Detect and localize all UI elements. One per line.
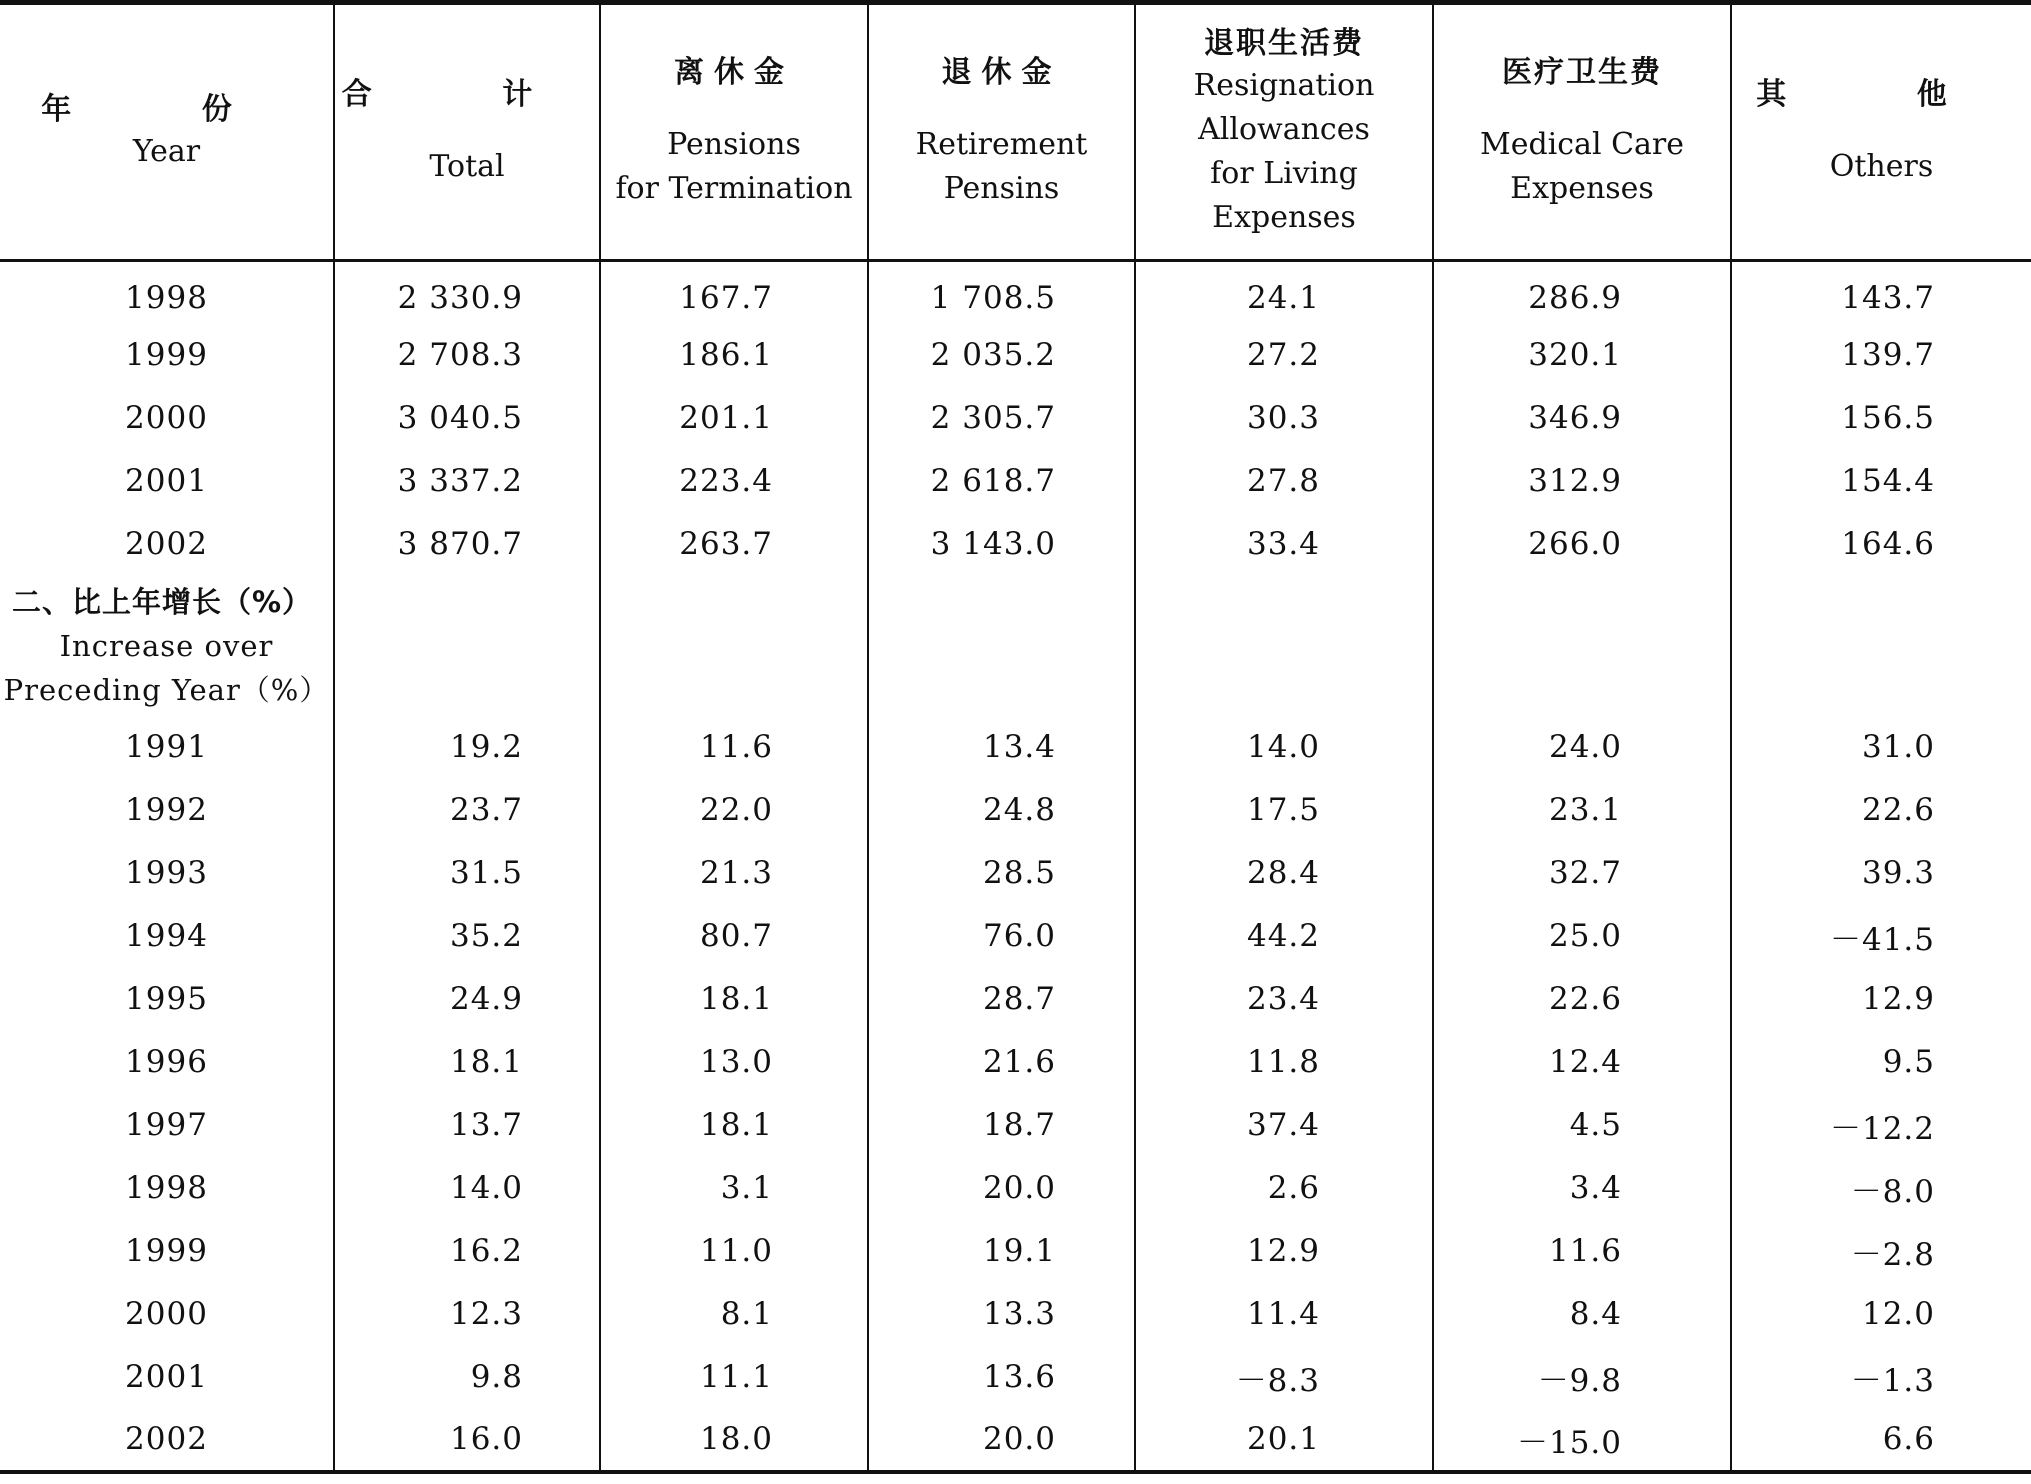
table-row	[0, 1031, 2031, 1094]
cell-resignation: 30.3	[1135, 387, 1433, 450]
cell-medical: 8.4	[1433, 1283, 1731, 1346]
col-header-retirement-zh: 退休金	[941, 55, 1062, 90]
cell-retirement: 2 305.7	[868, 387, 1135, 450]
cell-others: 139.7	[1731, 324, 2031, 387]
table-row	[0, 1220, 2031, 1283]
table-row	[0, 387, 2031, 450]
cell-medical: 266.0	[1433, 513, 1731, 576]
cell-others: 12.9	[1731, 968, 2031, 1031]
cell-others: 143.7	[1731, 261, 2031, 324]
cell-year: 2000	[125, 1296, 208, 1332]
cell-total: 3 870.7	[334, 513, 600, 576]
col-header-resignation-en2: Allowances	[1198, 112, 1370, 147]
col-header-total-en: Total	[429, 149, 505, 184]
cell-resignation: 11.4	[1135, 1283, 1433, 1346]
cell-pensions: 80.7	[600, 905, 868, 968]
cell-others: 154.4	[1731, 450, 2031, 513]
cell-resignation: 12.9	[1135, 1220, 1433, 1283]
col-header-medical-zh: 医疗卫生费	[1502, 55, 1662, 90]
cell-retirement: 19.1	[868, 1220, 1135, 1283]
cell-medical: 23.1	[1433, 779, 1731, 842]
cell-others: 9.5	[1731, 1031, 2031, 1094]
cell-retirement: 2 618.7	[868, 450, 1135, 513]
cell-pensions: 201.1	[600, 387, 868, 450]
cell-medical: 11.6	[1433, 1220, 1731, 1283]
cell-resignation: 23.4	[1135, 968, 1433, 1031]
cell-resignation: 14.0	[1135, 716, 1433, 779]
cell-year: 1993	[125, 855, 208, 891]
cell-year: 2001	[125, 1359, 208, 1395]
cell-retirement: 3 143.0	[868, 513, 1135, 576]
table-row	[0, 905, 2031, 968]
cell-pensions: 3.1	[600, 1157, 868, 1220]
col-header-pensions-en2: for Termination	[615, 171, 853, 206]
col-header-pensions	[600, 3, 868, 261]
cell-year: 1997	[125, 1107, 208, 1143]
cell-total: 19.2	[334, 716, 600, 779]
cell-medical: 286.9	[1433, 261, 1731, 324]
col-header-medical-en2: Expenses	[1510, 171, 1654, 206]
table-row	[0, 842, 2031, 905]
col-header-resignation-en: Resignation	[1193, 68, 1375, 103]
col-header-others-zh: 其 他	[1756, 77, 2007, 112]
cell-pensions: 18.0	[600, 1409, 868, 1472]
table-row	[0, 779, 2031, 842]
col-header-year-en: Year	[132, 134, 201, 169]
cell-others: －8.0	[1731, 1157, 2031, 1220]
cell-pensions: 11.1	[600, 1346, 868, 1409]
section-empty-cell	[1135, 576, 1433, 716]
cell-others: －1.3	[1731, 1346, 2031, 1409]
col-header-medical	[1433, 3, 1731, 261]
cell-resignation: 28.4	[1135, 842, 1433, 905]
cell-pensions: 11.0	[600, 1220, 868, 1283]
table-row	[0, 1283, 2031, 1346]
cell-resignation: 33.4	[1135, 513, 1433, 576]
cell-pensions: 167.7	[600, 261, 868, 324]
cell-resignation: 37.4	[1135, 1094, 1433, 1157]
cell-year: 1999	[125, 337, 208, 373]
table-row	[0, 261, 2031, 324]
table-header-row	[0, 3, 2031, 261]
cell-total: 24.9	[334, 968, 600, 1031]
table-row	[0, 1409, 2031, 1472]
cell-retirement: 28.5	[868, 842, 1135, 905]
cell-total: 16.2	[334, 1220, 600, 1283]
section-label-en-line1: Increase over	[59, 628, 274, 663]
cell-others: 22.6	[1731, 779, 2031, 842]
cell-year: 2000	[125, 400, 208, 436]
cell-resignation: 24.1	[1135, 261, 1433, 324]
col-header-resignation-zh: 退职生活费	[1204, 26, 1364, 61]
col-header-pensions-zh: 离休金	[674, 55, 794, 90]
col-header-resignation-en4: Expenses	[1212, 200, 1356, 235]
cell-year: 1992	[125, 792, 208, 828]
col-header-year	[0, 3, 334, 261]
cell-year: 1999	[125, 1233, 208, 1269]
section-empty-cell	[600, 576, 868, 716]
cell-medical: －15.0	[1433, 1409, 1731, 1472]
cell-medical: 22.6	[1433, 968, 1731, 1031]
col-header-medical-en: Medical Care	[1479, 127, 1685, 162]
cell-medical: 320.1	[1433, 324, 1731, 387]
cell-pensions: 8.1	[600, 1283, 868, 1346]
cell-pensions: 223.4	[600, 450, 868, 513]
cell-pensions: 21.3	[600, 842, 868, 905]
cell-year: 2001	[125, 463, 208, 499]
cell-resignation: －8.3	[1135, 1346, 1433, 1409]
cell-resignation: 27.8	[1135, 450, 1433, 513]
col-header-retirement	[868, 3, 1135, 261]
cell-pensions: 263.7	[600, 513, 868, 576]
cell-others: 39.3	[1731, 842, 2031, 905]
cell-others: 6.6	[1731, 1409, 2031, 1472]
col-header-pensions-en: Pensions	[667, 127, 801, 162]
cell-total: 3 337.2	[334, 450, 600, 513]
cell-retirement: 24.8	[868, 779, 1135, 842]
section-label-zh: 二、比上年增长（%）	[12, 584, 313, 619]
cell-retirement: 20.0	[868, 1409, 1135, 1472]
section-header-row	[0, 576, 2031, 716]
cell-others: －2.8	[1731, 1220, 2031, 1283]
cell-medical: 4.5	[1433, 1094, 1731, 1157]
col-header-retirement-en2: Pensins	[943, 171, 1060, 206]
cell-pensions: 22.0	[600, 779, 868, 842]
section-empty-cell	[868, 576, 1135, 716]
cell-total: 3 040.5	[334, 387, 600, 450]
cell-total: 12.3	[334, 1283, 600, 1346]
cell-retirement: 18.7	[868, 1094, 1135, 1157]
cell-resignation: 44.2	[1135, 905, 1433, 968]
cell-others: －41.5	[1731, 905, 2031, 968]
cell-total: 9.8	[334, 1346, 600, 1409]
cell-others: 31.0	[1731, 716, 2031, 779]
cell-retirement: 13.3	[868, 1283, 1135, 1346]
table-row	[0, 324, 2031, 387]
cell-medical: 24.0	[1433, 716, 1731, 779]
cell-year: 1991	[125, 729, 208, 765]
table-row	[0, 513, 2031, 576]
cell-pensions: 11.6	[600, 716, 868, 779]
section-label-en-line2: Preceding Year（%）	[3, 672, 330, 707]
cell-year: 1994	[125, 918, 208, 954]
cell-year: 1998	[125, 279, 208, 316]
cell-total: 35.2	[334, 905, 600, 968]
table-row	[0, 1157, 2031, 1220]
cell-retirement: 1 708.5	[868, 261, 1135, 324]
col-header-others-en: Others	[1829, 149, 1934, 184]
cell-resignation: 17.5	[1135, 779, 1433, 842]
cell-retirement: 2 035.2	[868, 324, 1135, 387]
cell-others: －12.2	[1731, 1094, 2031, 1157]
col-header-retirement-en: Retirement	[915, 127, 1088, 162]
cell-year: 1996	[125, 1044, 208, 1080]
cell-medical: 12.4	[1433, 1031, 1731, 1094]
table-row	[0, 716, 2031, 779]
cell-medical: 312.9	[1433, 450, 1731, 513]
cell-medical: 25.0	[1433, 905, 1731, 968]
cell-total: 13.7	[334, 1094, 600, 1157]
col-header-others	[1731, 3, 2031, 261]
cell-retirement: 76.0	[868, 905, 1135, 968]
cell-medical: 346.9	[1433, 387, 1731, 450]
table-body	[0, 261, 2031, 1472]
cell-others: 164.6	[1731, 513, 2031, 576]
col-header-resignation-en3: for Living	[1210, 156, 1358, 191]
cell-pensions: 18.1	[600, 968, 868, 1031]
cell-year: 1998	[125, 1170, 208, 1206]
cell-others: 12.0	[1731, 1283, 2031, 1346]
cell-total: 16.0	[334, 1409, 600, 1472]
col-header-year-zh: 年 份	[41, 92, 292, 127]
cell-pensions: 13.0	[600, 1031, 868, 1094]
col-header-total	[334, 3, 600, 261]
cell-year: 1995	[125, 981, 208, 1017]
section-empty-cell	[1731, 576, 2031, 716]
cell-year: 2002	[125, 526, 208, 562]
cell-resignation: 20.1	[1135, 1409, 1433, 1472]
col-header-resignation	[1135, 3, 1433, 261]
cell-pensions: 186.1	[600, 324, 868, 387]
table-row	[0, 450, 2031, 513]
col-header-total-zh: 合 计	[341, 77, 593, 112]
cell-retirement: 20.0	[868, 1157, 1135, 1220]
cell-retirement: 28.7	[868, 968, 1135, 1031]
cell-total: 14.0	[334, 1157, 600, 1220]
cell-total: 2 708.3	[334, 324, 600, 387]
cell-resignation: 11.8	[1135, 1031, 1433, 1094]
cell-medical: －9.8	[1433, 1346, 1731, 1409]
cell-total: 18.1	[334, 1031, 600, 1094]
table-row	[0, 1094, 2031, 1157]
cell-resignation: 2.6	[1135, 1157, 1433, 1220]
section-empty-cell	[1433, 576, 1731, 716]
table-row	[0, 968, 2031, 1031]
cell-retirement: 21.6	[868, 1031, 1135, 1094]
cell-total: 23.7	[334, 779, 600, 842]
cell-medical: 3.4	[1433, 1157, 1731, 1220]
cell-medical: 32.7	[1433, 842, 1731, 905]
cell-total: 31.5	[334, 842, 600, 905]
cell-total: 2 330.9	[334, 261, 600, 324]
section-empty-cell	[334, 576, 600, 716]
cell-pensions: 18.1	[600, 1094, 868, 1157]
cell-resignation: 27.2	[1135, 324, 1433, 387]
cell-retirement: 13.4	[868, 716, 1135, 779]
section-label	[0, 576, 334, 716]
cell-year: 2002	[0, 1409, 334, 1472]
cell-others: 156.5	[1731, 387, 2031, 450]
cell-retirement: 13.6	[868, 1346, 1135, 1409]
table-row	[0, 1346, 2031, 1409]
